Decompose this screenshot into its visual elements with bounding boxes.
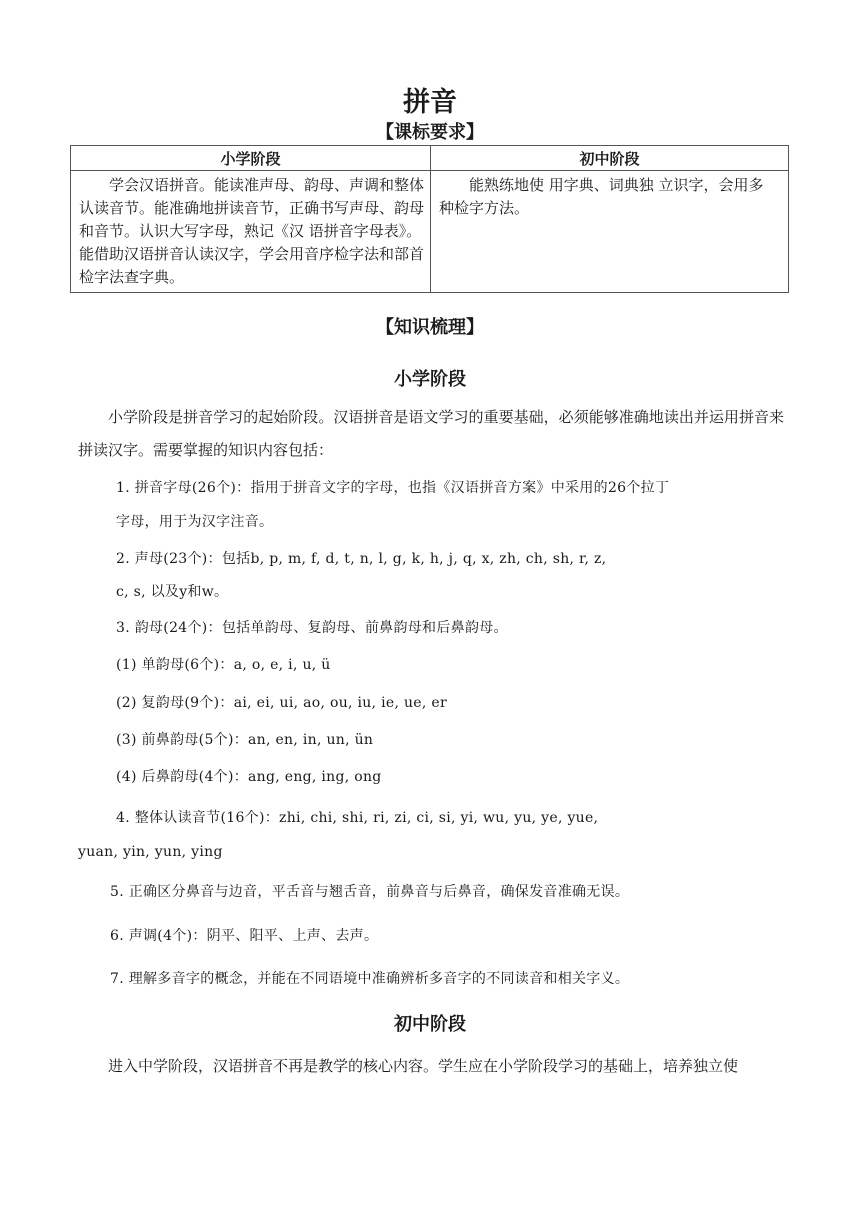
table-header-primary: 小学阶段	[71, 146, 431, 171]
list-subitem-3: (3) 前鼻韵母(5个)：an, en, in, un, ün	[116, 732, 374, 748]
list-item-1-line-2: 字母，用于为汉字注音。	[116, 514, 274, 530]
middle-intro-paragraph: 进入中学阶段，汉语拼音不再是教学的核心内容。学生应在小学阶段学习的基础上，培养独立使	[108, 1057, 739, 1075]
page-title: 拼音	[403, 87, 457, 118]
table-header-row	[71, 146, 789, 171]
list-subitem-1: (1) 单韵母(6个)：a, o, e, i, u, ü	[116, 657, 331, 673]
knowledge-heading: 【知识梳理】	[376, 317, 484, 338]
table-cell-primary: 学会汉语拼音。能读准声母、韵母、声调和整体认读音节。能准确地拼读音节，正确书写声母、韵母和音节。认识大写字母，熟记《汉 语拼音字母表》。能借助汉语拼音认读汉字，学会用音序检字法和部首 检字法查字典。	[71, 171, 431, 293]
list-item-2-line-2: c, s, 以及y和w。	[116, 584, 229, 600]
list-subitem-2: (2) 复韵母(9个)：ai, ei, ui, ao, ou, iu, ie, ue, er	[116, 695, 447, 711]
list-item-4-line-1: 4. 整体认读音节(16个)：zhi, chi, shi, ri, zi, ci, si, yi, wu, yu, ye, yue,	[116, 810, 599, 826]
primary-intro-paragraph: 小学阶段是拼音学习的起始阶段。汉语拼音是语文学习的重要基础，必须能够准确地读出并运用拼音来拼读汉字。需要掌握的知识内容包括：	[78, 408, 784, 459]
primary-section-heading: 小学阶段	[394, 369, 466, 390]
table-cell-middle: 能熟练地使 用字典、词典独 立识字，会用多 种检字方法。	[431, 171, 789, 293]
curriculum-table	[70, 145, 789, 293]
list-subitem-4: (4) 后鼻韵母(4个)：ang, eng, ing, ong	[116, 769, 382, 785]
list-item-7: 7. 理解多音字的概念，并能在不同语境中准确辨析多音字的不同读音和相关字义。	[110, 971, 630, 987]
list-item-1-line-1: 1. 拼音字母(26个)：指用于拼音文字的字母，也指《汉语拼音方案》中采用的26个拉丁	[116, 480, 670, 496]
curriculum-heading: 【课标要求】	[376, 122, 484, 143]
table-header-middle: 初中阶段	[431, 146, 789, 171]
list-item-2-line-1: 2. 声母(23个)：包括b, p, m, f, d, t, n, l, g, k, h, j, q, x, zh, ch, sh, r, z,	[116, 551, 607, 567]
list-item-4-line-2: yuan, yin, yun, ying	[78, 844, 223, 860]
list-item-3: 3. 韵母(24个)：包括单韵母、复韵母、前鼻韵母和后鼻韵母。	[116, 620, 508, 636]
list-item-5: 5. 正确区分鼻音与边音，平舌音与翘舌音，前鼻音与后鼻音，确保发音准确无误。	[110, 884, 630, 900]
list-item-6: 6. 声调(4个)：阴平、阳平、上声、去声。	[110, 928, 379, 944]
middle-section-heading: 初中阶段	[394, 1014, 466, 1035]
table-row	[71, 171, 789, 293]
